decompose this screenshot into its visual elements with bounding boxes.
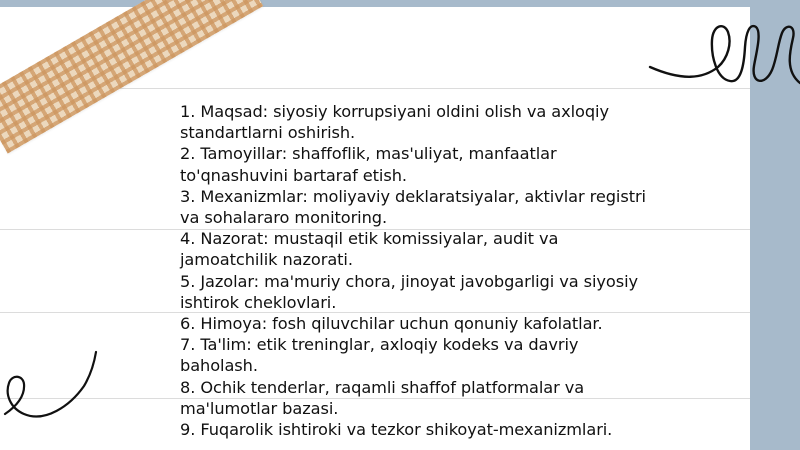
list-item: 4. Nazorat: mustaqil etik komissiyalar, audit va jamoatchilik nazorati. bbox=[180, 229, 559, 270]
list-item: 3. Mexanizmlar: moliyaviy deklaratsiyalar, aktivlar registri va sohalararo monitoring. bbox=[180, 186, 646, 228]
list-item: 2. Tamoyillar: shaffoflik, mas'uliyat, manfaatlar to'qnashuvini bartaraf etish. bbox=[180, 144, 557, 185]
list-item: 1. Maqsad: siyosiy korrupsiyani oldini olish va axloqiy standartlarni oshirish. bbox=[180, 102, 609, 143]
top-blue-strip bbox=[0, 0, 800, 7]
list-item: 5. Jazolar: ma'muriy chora, jinoyat javobgarligi va siyosiy ishtirok cheklovlari. bbox=[180, 271, 638, 312]
list-item: 8. Ochik tenderlar, raqamli shaffof platformalar va ma'lumotlar bazasi. bbox=[180, 377, 585, 418]
right-blue-band bbox=[750, 0, 800, 450]
list-item: 9. Fuqarolik ishtiroki va tezkor shikoyat-mexanizmlari. bbox=[180, 420, 613, 440]
list-item: 7. Ta'lim: etik treninglar, axloqiy kodeks va davriy baholash. bbox=[180, 335, 579, 376]
list-item: 6. Himoya: fosh qiluvchilar uchun qonuniy kafolatlar. bbox=[180, 314, 603, 334]
slide-text-list bbox=[180, 101, 650, 440]
